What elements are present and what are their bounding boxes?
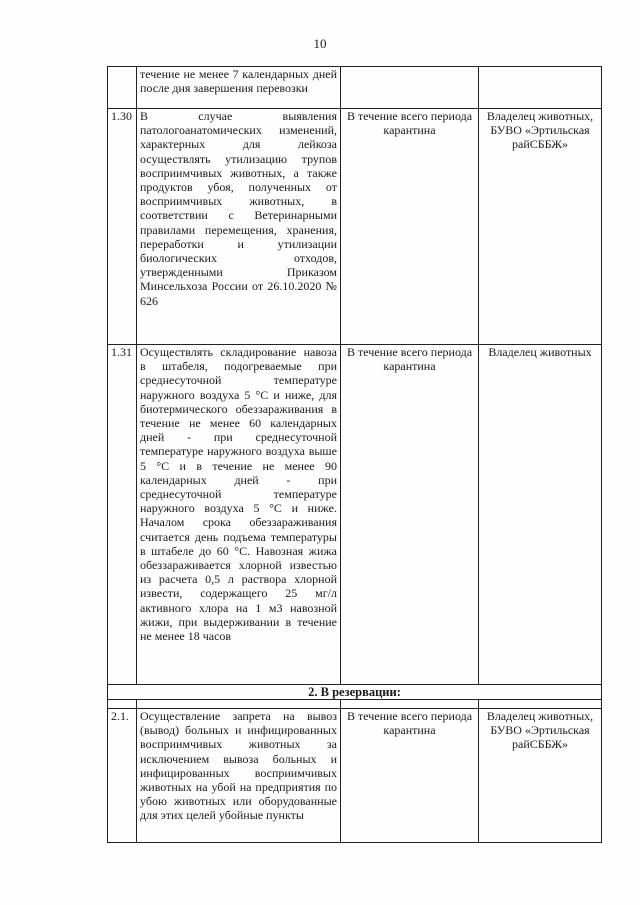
measure-text: В случае выявления патологоанатомических изменений, характерных для лейкоза осуществлять утилизацию трупов восприимчивых животных, а также продуктов убоя, полученных от восприимчивых животных, в соответствии с Ветеринарными правилами перемещения, хранения, переработки и утилизации биологических отходов, утвержденными Приказом Минсельхоза России от 26.10.2020 № 626 — [137, 109, 341, 345]
table-row — [108, 109, 602, 345]
row-number: 1.31 — [108, 345, 137, 685]
page-number: 10 — [313, 36, 327, 51]
row-number — [108, 67, 137, 109]
measure-text: Осуществлять складирование навоза в штабеля, подогреваемые при среднесуточной температуре наружного воздуха 5 °С и ниже, для биотермического обеззараживания в течение не менее 60 календарных дней - при среднесуточной температуре наружного воздуха выше 5 °С и в течение не менее 90 календарных дней - при среднесуточной температуре наружного воздуха 5 °С и ниже. Началом срока обеззараживания считается день подъема температуры в штабеле до 60 °С. Навозная жижа обеззараживается хлорной известью из расчета 0,5 л раствора хлорной извести, содержащего 25 мг/л активного хлора на 1 м3 навозной жижи, при выдерживании в течение не менее 18 часов — [137, 345, 341, 685]
table-row — [108, 345, 602, 685]
row-number: 1.30 — [108, 109, 137, 345]
term-text: В течение всего периода карантина — [341, 109, 479, 345]
section-title: 2. В резервации: — [108, 685, 602, 700]
responsible-text: Владелец животных, БУВО «Эртильская райСББЖ» — [479, 109, 602, 345]
measures-table — [107, 66, 602, 843]
table-row — [108, 709, 602, 843]
term-text: В течение всего периода карантина — [341, 709, 479, 843]
responsible-text: Владелец животных, БУВО «Эртильская райСББЖ» — [479, 709, 602, 843]
measure-text: Осуществление запрета на вывоз (вывод) больных и инфицированных восприимчивых животных за исключением вывоза больных и инфицированных восприимчивых животных на убой на предприятия по убою животных или оборудованные для этих целей убойные пункты — [137, 709, 341, 843]
term-text: В течение всего периода карантина — [341, 345, 479, 685]
responsible-text — [479, 67, 602, 109]
term-text — [341, 67, 479, 109]
responsible-text: Владелец животных — [479, 345, 602, 685]
row-number: 2.1. — [108, 709, 137, 843]
measure-text: течение не менее 7 календарных дней после дня завершения перевозки — [137, 67, 341, 109]
section-row — [108, 685, 602, 700]
table-row — [108, 67, 602, 109]
section-spacer — [108, 700, 602, 709]
